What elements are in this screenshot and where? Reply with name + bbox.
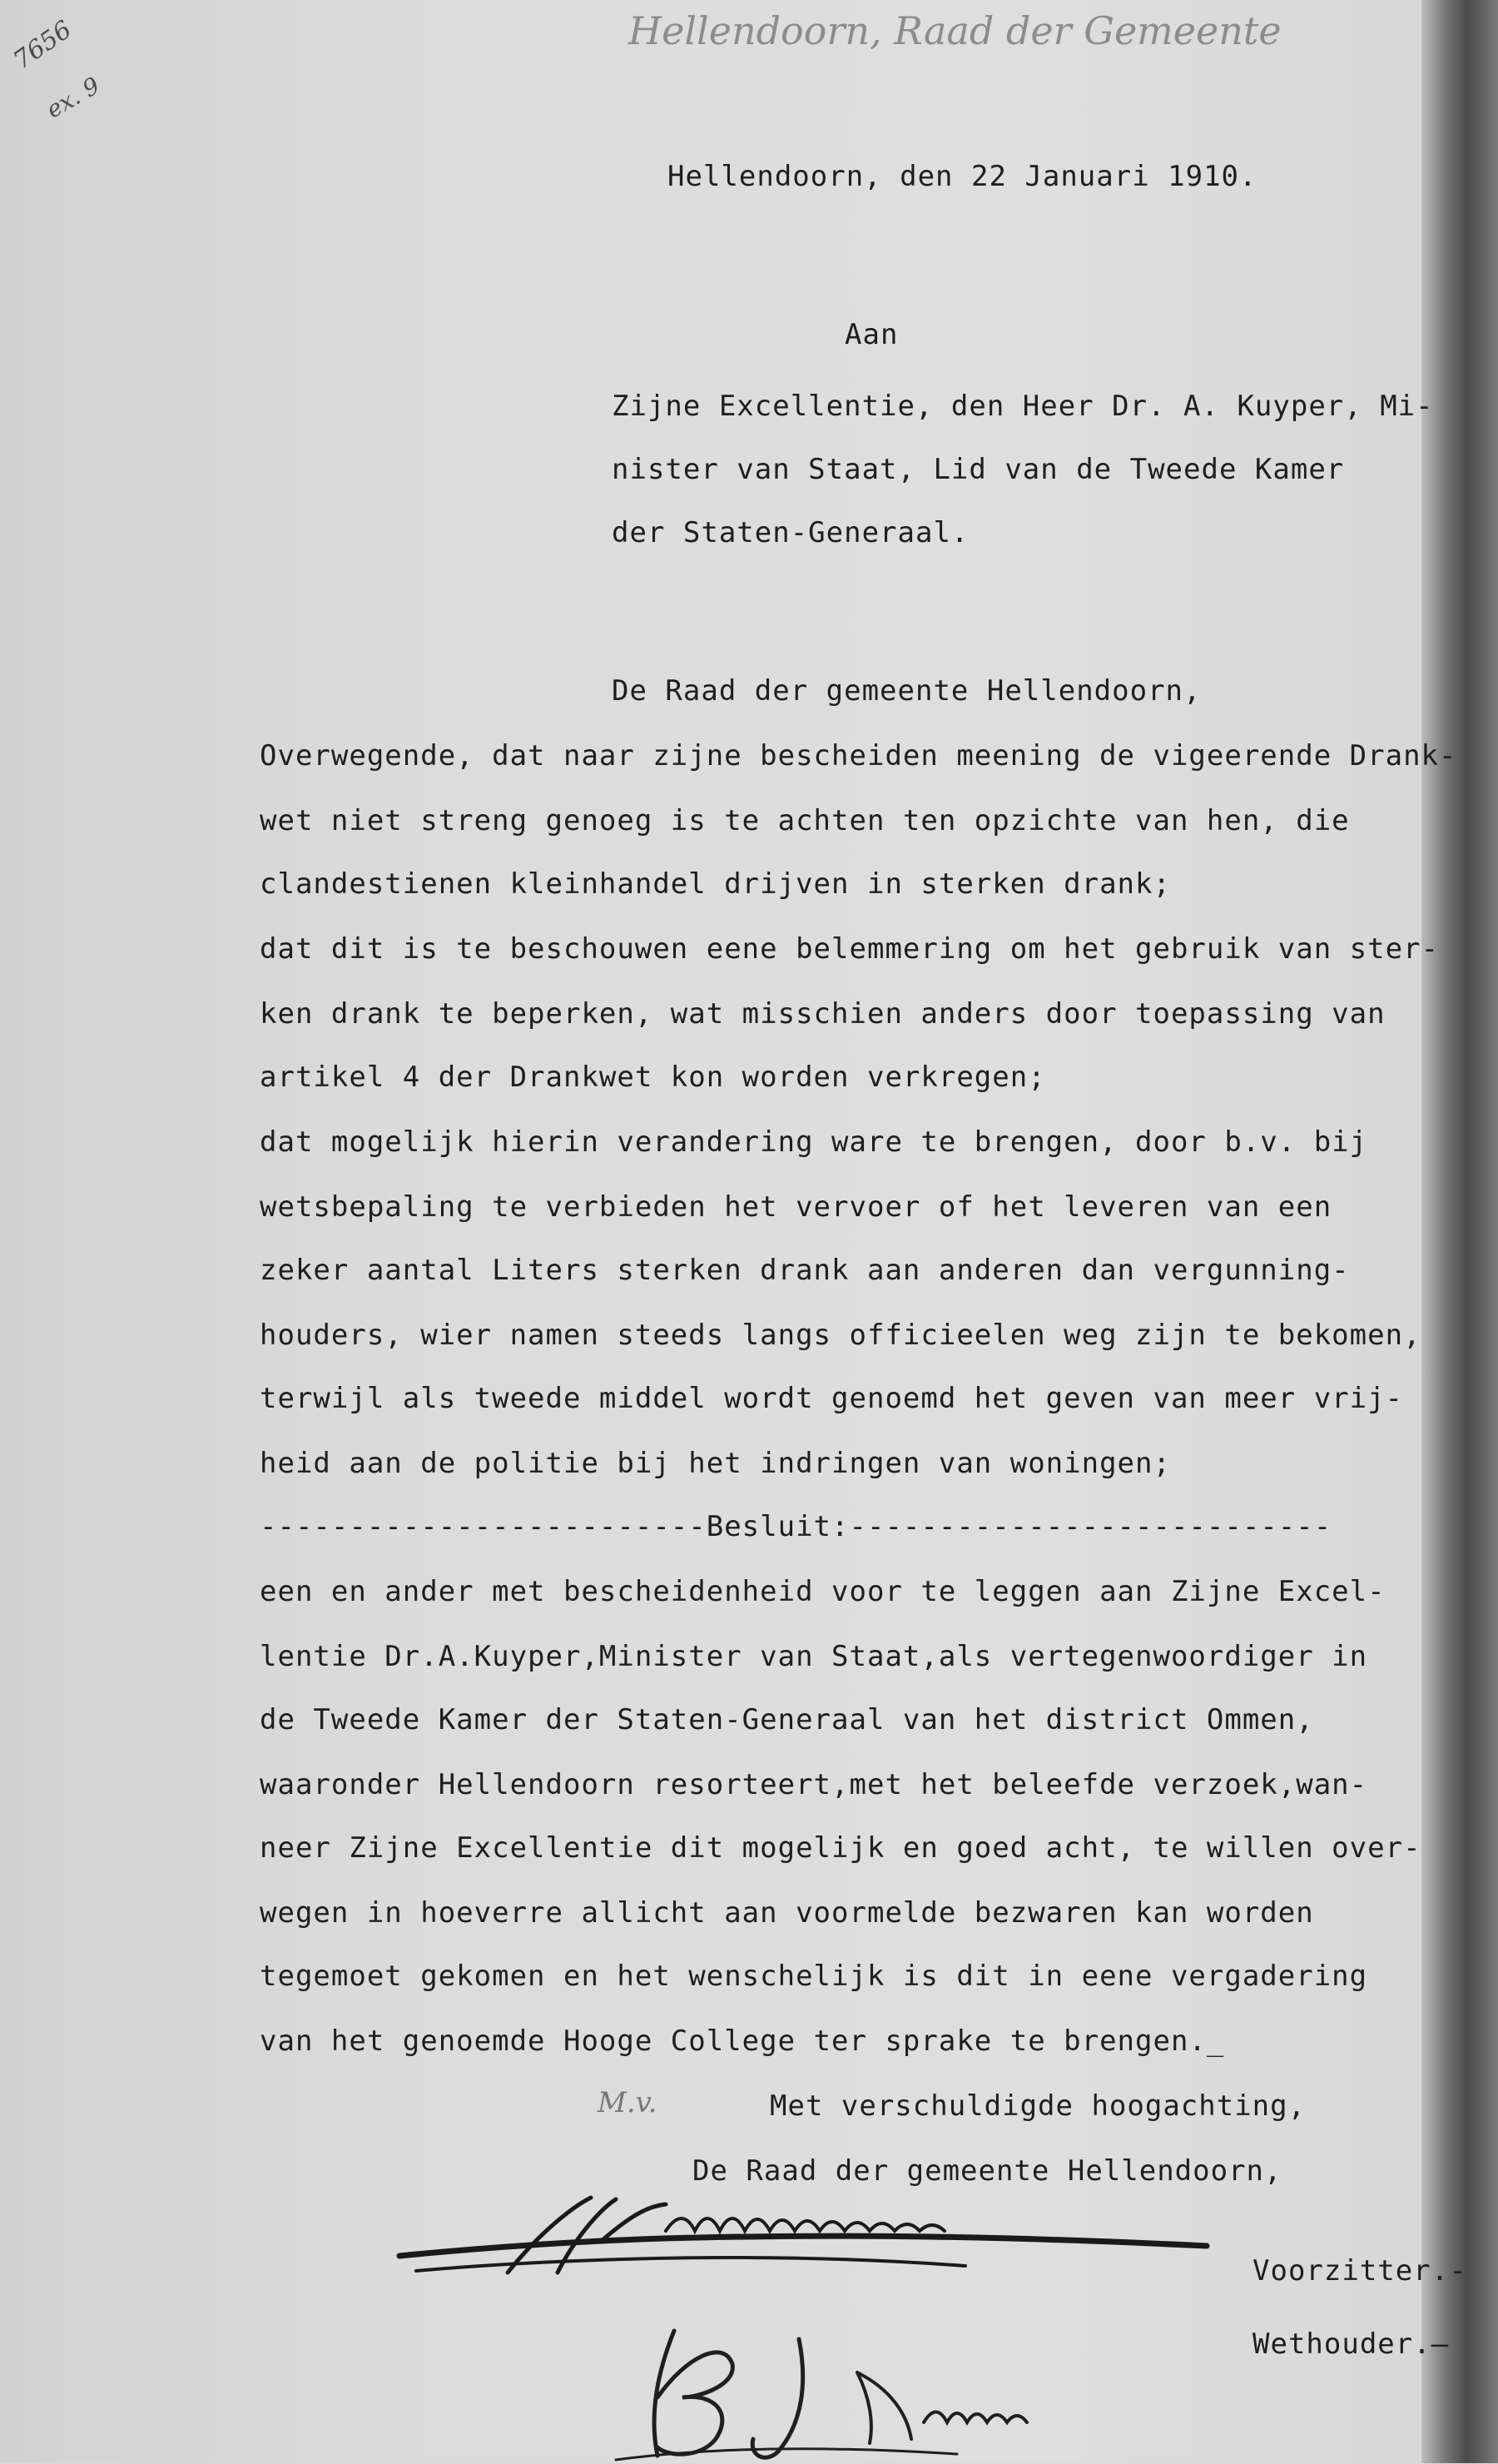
role-alderman: Wethouder.— — [1252, 2327, 1450, 2361]
conclusion-line: lentie Dr.A.Kuyper,Minister van Staat,als vertegenwoordiger in — [260, 1640, 1368, 1673]
address-line: der Staten-Generaal. — [612, 516, 970, 549]
body-line: artikel 4 der Drankwet kon worden verkregen; — [260, 1061, 1046, 1094]
conclusion-line: neer Zijne Excellentie dit mogelijk en goed acht, te willen over- — [260, 1831, 1421, 1865]
alderman-signature — [608, 2306, 1074, 2464]
archive-margin-number: 7656 — [8, 15, 77, 76]
body-line: wetsbepaling te verbieden het vervoer of het leveren van een — [260, 1190, 1332, 1224]
decision-heading: -------------------------Besluit:--------------------------- — [260, 1510, 1332, 1543]
salutation: Aan — [845, 318, 899, 351]
conclusion-line: van het genoemde Hooge College ter sprake te brengen._ — [260, 2024, 1225, 2058]
conclusion-line: wegen in hoeverre allicht aan voormelde bezwaren kan worden — [260, 1896, 1314, 1930]
opening-line: De Raad der gemeente Hellendoorn, — [612, 674, 1202, 708]
body-line: zeker aantal Liters sterken drank aan anderen dan vergunning- — [260, 1254, 1350, 1287]
role-chair: Voorzitter.- — [1252, 2254, 1467, 2288]
body-line: dat dit is te beschouwen eene belemmering om het gebruik van ster- — [260, 932, 1440, 966]
dateline: Hellendoorn, den 22 Januari 1910. — [667, 160, 1257, 193]
conclusion-line: een en ander met bescheidenheid voor te leggen aan Zijne Excel- — [260, 1575, 1386, 1608]
archive-scrawl: Hellendoorn, Raad der Gemeente — [628, 8, 1282, 53]
scan-edge-shadow — [1421, 0, 1498, 2463]
body-line: houders, wier namen steeds langs officieelen weg zijn te bekomen, — [260, 1319, 1421, 1352]
chair-signature — [383, 2181, 1215, 2306]
conclusion-line: waaronder Hellendoorn resorteert,met het beleefde verzoek,wan- — [260, 1768, 1368, 1801]
address-line: nister van Staat, Lid van de Tweede Kamer — [612, 453, 1345, 486]
conclusion-line: tegemoet gekomen en het wenschelijk is dit in eene vergadering — [260, 1960, 1368, 1993]
body-line: dat mogelijk hierin verandering ware te brengen, door b.v. bij — [260, 1125, 1368, 1159]
body-line: terwijl als tweede middel wordt genoemd het geven van meer vrij- — [260, 1382, 1404, 1415]
body-line: wet niet streng genoeg is te achten ten opzichte van hen, die — [260, 804, 1350, 837]
body-line: Overwegende, dat naar zijne bescheiden meening de vigeerende Drank- — [260, 739, 1457, 772]
body-line: ken drank te beperken, wat misschien anders door toepassing van — [260, 997, 1386, 1031]
closing-line: Met verschuldigde hoogachting, — [770, 2089, 1307, 2123]
signature-initials: M.v. — [598, 2086, 657, 2119]
conclusion-line: de Tweede Kamer der Staten-Generaal van het district Ommen, — [260, 1703, 1314, 1736]
archive-margin-note: ex. 9 — [42, 72, 105, 124]
address-line: Zijne Excellentie, den Heer Dr. A. Kuyper, Mi- — [612, 390, 1434, 423]
body-line: clandestienen kleinhandel drijven in sterken drank; — [260, 867, 1171, 901]
body-line: heid aan de politie bij het indringen van woningen; — [260, 1447, 1171, 1480]
signatory-line: De Raad der gemeente Hellendoorn, — [692, 2154, 1282, 2188]
